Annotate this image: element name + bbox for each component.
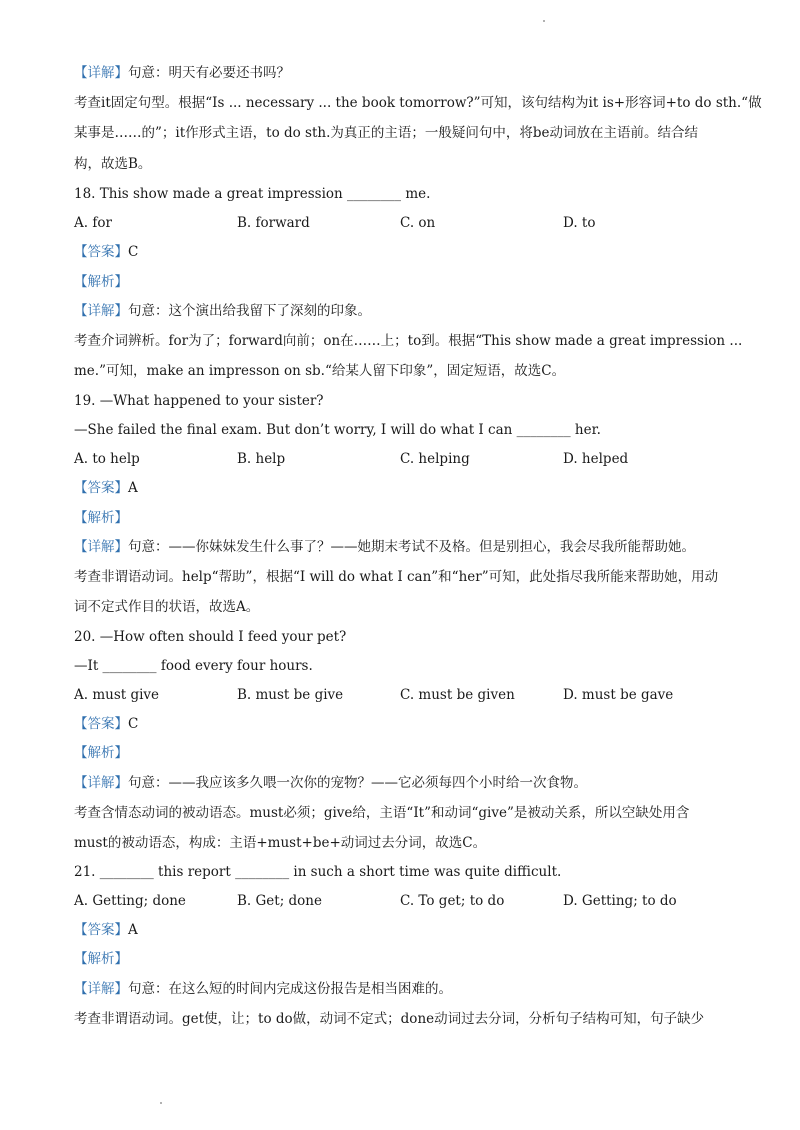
q21-option-c: C. To get; to do <box>400 893 505 909</box>
q18-answer-line <box>74 243 138 261</box>
detail-tag: 【详解】 <box>74 539 128 555</box>
analysis-tag: 【解析】 <box>74 274 128 290</box>
detail-tag: 【详解】 <box>74 303 128 319</box>
q19-option-b: B. help <box>237 451 286 467</box>
q21-option-d: D. Getting; to do <box>563 893 677 909</box>
analysis-tag: 【解析】 <box>74 745 128 761</box>
answer-value: A <box>128 922 138 938</box>
q17-detail-line <box>74 64 290 82</box>
answer-tag: 【答案】 <box>74 922 128 938</box>
answer-tag: 【答案】 <box>74 480 128 496</box>
q19-option-a: A. to help <box>74 451 140 467</box>
answer-value: A <box>128 480 138 496</box>
answer-tag: 【答案】 <box>74 244 128 260</box>
q20-option-d: D. must be gave <box>563 687 674 703</box>
q21-detail-line <box>74 980 452 998</box>
q17-explanation-1: 考查it固定句型。根据“Is ... necessary ... the book tomorrow?”可知，该句结构为it is+形容词+to do sth.“做 <box>74 95 762 111</box>
detail-text: 句意：——我应该多久喂一次你的宠物？——它必须每四个小时给一次食物。 <box>128 775 587 791</box>
detail-tag: 【详解】 <box>74 775 128 791</box>
q20-detail-line <box>74 774 587 792</box>
q18-explanation-1: 考查介词辨析。for为了；forward向前；on在……上；to到。根据“This show made a great impression ... <box>74 333 743 349</box>
q20-analysis-tag <box>74 744 128 762</box>
detail-text: 句意：在这么短的时间内完成这份报告是相当困难的。 <box>128 981 452 997</box>
q21-analysis-tag <box>74 950 128 968</box>
scan-dot <box>543 20 545 22</box>
q19-detail-line <box>74 538 695 556</box>
q20-option-b: B. must be give <box>237 687 344 703</box>
q21-explanation-1: 考查非谓语动词。get使，让；to do做，动词不定式；done动词过去分词，分析句子结构可知，句子缺少 <box>74 1011 705 1027</box>
detail-tag: 【详解】 <box>74 65 128 81</box>
q18-option-a: A. for <box>74 215 112 231</box>
q18-detail-line <box>74 302 371 320</box>
q19-explanation-1: 考查非谓语动词。help“帮助”，根据“I will do what I can”和“her”可知，此处指尽我所能来帮助她，用动 <box>74 569 719 585</box>
q18-analysis-tag <box>74 273 128 291</box>
q19-stem-1: 19. —What happened to your sister? <box>74 393 324 409</box>
q20-stem-2: —It ________ food every four hours. <box>74 658 313 674</box>
analysis-tag: 【解析】 <box>74 951 128 967</box>
q19-stem-2: —She failed the final exam. But don’t worry, I will do what I can ________ her. <box>74 422 601 438</box>
detail-text: 句意：——你妹妹发生什么事了？——她期末考试不及格。但是别担心，我会尽我所能帮助她。 <box>128 539 695 555</box>
q19-answer-line <box>74 479 138 497</box>
q20-answer-line <box>74 715 138 733</box>
q21-option-a: A. Getting; done <box>74 893 186 909</box>
q17-explanation-2: 某事是……的”；it作形式主语，to do sth.为真正的主语；一般疑问句中，将be动词放在主语前。结合结 <box>74 125 699 141</box>
detail-tag: 【详解】 <box>74 981 128 997</box>
q20-stem-1: 20. —How often should I feed your pet? <box>74 629 347 645</box>
q19-option-c: C. helping <box>400 451 470 467</box>
q20-option-a: A. must give <box>74 687 160 703</box>
q18-option-c: C. on <box>400 215 436 231</box>
detail-text: 句意：这个演出给我留下了深刻的印象。 <box>128 303 371 319</box>
q18-stem: 18. This show made a great impression ________ me. <box>74 186 431 202</box>
q20-explanation-1: 考查含情态动词的被动语态。must必须；give给，主语“It”和动词“give”是被动关系，所以空缺处用含 <box>74 805 690 821</box>
q19-analysis-tag <box>74 509 128 527</box>
q18-explanation-2: me.”可知，make an impresson on sb.“给某人留下印象”，固定短语，故选C。 <box>74 363 566 379</box>
q18-option-b: B. forward <box>237 215 310 231</box>
q20-explanation-2: must的被动语态，构成：主语+must+be+动词过去分词，故选C。 <box>74 835 487 851</box>
q19-explanation-2: 词不定式作目的状语，故选A。 <box>74 599 260 615</box>
q20-option-c: C. must be given <box>400 687 515 703</box>
q21-stem: 21. ________ this report ________ in such a short time was quite difficult. <box>74 864 562 880</box>
q21-option-b: B. Get; done <box>237 893 322 909</box>
detail-text: 句意：明天有必要还书吗？ <box>128 65 290 81</box>
analysis-tag: 【解析】 <box>74 510 128 526</box>
q21-answer-line <box>74 921 138 939</box>
q19-option-d: D. helped <box>563 451 629 467</box>
q17-explanation-3: 构，故选B。 <box>74 156 152 172</box>
answer-value: C <box>128 244 139 260</box>
q18-option-d: D. to <box>563 215 596 231</box>
answer-value: C <box>128 716 139 732</box>
answer-tag: 【答案】 <box>74 716 128 732</box>
scan-dot <box>160 1102 162 1104</box>
